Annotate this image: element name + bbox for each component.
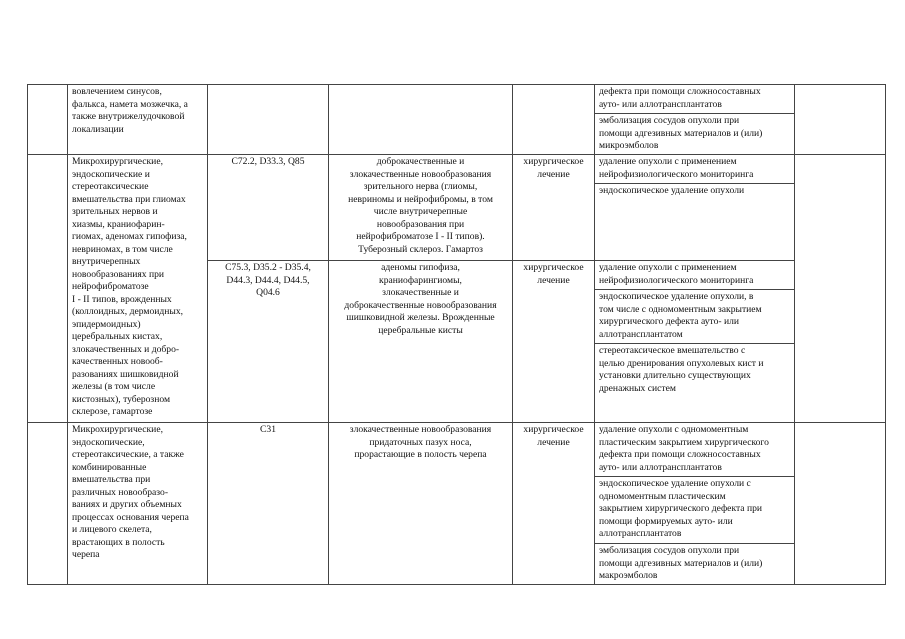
row-number-cell bbox=[28, 85, 68, 155]
treatment-type-cell: хирургическое лечение bbox=[513, 423, 595, 585]
treatment-type-cell bbox=[513, 85, 595, 155]
row-number-cell bbox=[28, 423, 68, 585]
method-cell: эндоскопическое удаление опухоли bbox=[595, 184, 795, 261]
extra-cell bbox=[795, 85, 886, 155]
method-cell: эндоскопическое удаление опухоли с одномоментным пластическим закрытием хирургического дефекта при помощи формируемых ауто- или аллотрансплантатов bbox=[595, 477, 795, 544]
intervention-cell: Микрохирургические, эндоскопические и стереотаксические вмешательства при глиомах зрительных нервов и хиазмы, краниофарин- гиомах, аденомах гипофиза, невриномах, в том числе внутричерепных новообразованиях при нейрофиброматозе I - II типов, врожденных (коллоидных, дермоидных, эпидермоидных) церебральных кистах, злокачественных и добро- качественных новооб- разованиях шишковидной железы (в том числе кистозных), туберозном склерозе, гамартозе bbox=[68, 155, 208, 423]
method-cell: удаление опухоли с одномоментным пластическим закрытием хирургического дефекта при помощи сложносоставных ауто- или аллотрансплантатов bbox=[595, 423, 795, 477]
row-number-cell bbox=[28, 155, 68, 423]
icd-codes-cell: C72.2, D33.3, Q85 bbox=[208, 155, 329, 261]
method-cell: эмболизация сосудов опухоли при помощи адгезивных материалов и (или) микроэмболов bbox=[595, 114, 795, 155]
extra-cell bbox=[795, 423, 886, 585]
extra-cell bbox=[795, 155, 886, 423]
table-row bbox=[28, 85, 886, 114]
method-cell: эндоскопическое удаление опухоли, в том числе с одномоментным закрытием хирургического дефекта ауто- или аллотрансплантатом bbox=[595, 290, 795, 344]
procedures-table bbox=[27, 84, 886, 585]
intervention-cell: Микрохирургические, эндоскопические, стереотаксические, а также комбинированные вмешательства при различных новообразо- ваниях и других объемных процессах основания черепа и лицевого скелета, врастающих в полость черепа bbox=[68, 423, 208, 585]
method-cell: удаление опухоли с применением нейрофизиологического мониторинга bbox=[595, 155, 795, 184]
table-row bbox=[28, 155, 886, 184]
diagnosis-cell: злокачественные новообразования придаточных пазух носа, прорастающие в полость черепа bbox=[329, 423, 513, 585]
diagnosis-cell: аденомы гипофиза, краниофарингиомы, злокачественные и доброкачественные новообразования шишковидной железы. Врожденные церебральные кисты bbox=[329, 261, 513, 423]
treatment-type-cell: хирургическое лечение bbox=[513, 155, 595, 261]
icd-codes-cell: C31 bbox=[208, 423, 329, 585]
method-cell: стереотаксическое вмешательство с целью дренирования опухолевых кист и установки длительно существующих дренажных систем bbox=[595, 344, 795, 423]
method-cell: удаление опухоли с применением нейрофизиологического мониторинга bbox=[595, 261, 795, 290]
table-row bbox=[28, 423, 886, 477]
intervention-cell: вовлечением синусов, фалькса, намета мозжечка, а также внутрижелудочковой локализации bbox=[68, 85, 208, 155]
treatment-type-cell: хирургическое лечение bbox=[513, 261, 595, 423]
icd-codes-cell: C75.3, D35.2 - D35.4, D44.3, D44.4, D44.5, Q04.6 bbox=[208, 261, 329, 423]
diagnosis-cell bbox=[329, 85, 513, 155]
icd-codes-cell bbox=[208, 85, 329, 155]
method-cell: эмболизация сосудов опухоли при помощи адгезивных материалов и (или) макроэмболов bbox=[595, 544, 795, 585]
diagnosis-cell: доброкачественные и злокачественные новообразования зрительного нерва (глиомы, невриномы и нейрофибромы, в том числе внутричерепные новообразования при нейрофиброматозе I - II типов). Туберозный склероз. Гамартоз bbox=[329, 155, 513, 261]
method-cell: дефекта при помощи сложносоставных ауто- или аллотрансплантатов bbox=[595, 85, 795, 114]
